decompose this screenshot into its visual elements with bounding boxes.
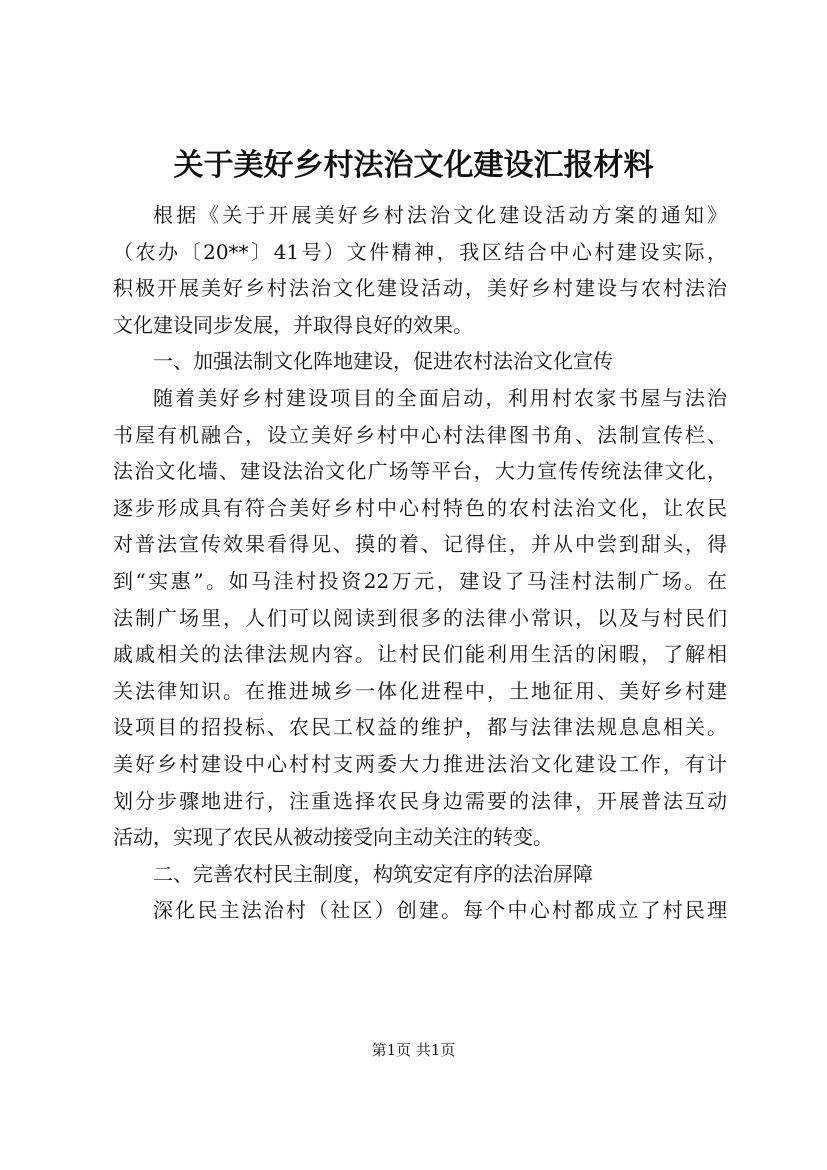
text-line: 法治文化墙、建设法治文化广场等平台，大力宣传传统法律文化，	[113, 459, 727, 484]
page-footer: 第1页 共1页	[371, 1041, 456, 1059]
text-line: 对普法宣传效果看得见、摸的着、记得住，并从中尝到甜头，得	[113, 532, 727, 557]
text-line: 根据《关于开展美好乡村法治文化建设活动方案的通知》	[153, 203, 727, 227]
text-line: 法制广场里，人们可以阅读到很多的法律小常识，以及与村民们	[113, 605, 727, 630]
text-line: 书屋有机融合，设立美好乡村中心村法律图书角、法制宣传栏、	[113, 422, 727, 447]
text-line: 二、完善农村民主制度，构筑安定有序的法治屏障	[153, 861, 593, 886]
text-line: 美好乡村建设中心村村支两委大力推进法治文化建设工作，有计	[113, 751, 727, 776]
text-line: 划分步骤地进行，注重选择农民身边需要的法律，开展普法互动	[113, 788, 727, 813]
text-line: 关法律知识。在推进城乡一体化进程中，土地征用、美好乡村建	[113, 678, 727, 703]
text-line: 一、加强法制文化阵地建设，促进农村法治文化宣传	[153, 349, 613, 374]
document-title: 关于美好乡村法治文化建设汇报材料	[173, 148, 654, 183]
text-line: 戚戚相关的法律法规内容。让村民们能利用生活的闲暇，了解相	[113, 642, 727, 667]
text-line: 逐步形成具有符合美好乡村中心村特色的农村法治文化，让农民	[113, 495, 727, 520]
document-body	[113, 197, 727, 929]
text-line: 积极开展美好乡村法治文化建设活动，美好乡村建设与农村法治	[113, 276, 727, 301]
text-line: 文化建设同步发展，并取得良好的效果。	[113, 312, 473, 337]
text-line: 设项目的招投标、农民工权益的维护，都与法律法规息息相关。	[113, 715, 727, 740]
text-line: 活动，实现了农民从被动接受向主动关注的转变。	[113, 825, 553, 850]
text-line: 深化民主法治村（社区）创建。每个中心村都成立了村民理	[153, 898, 727, 923]
text-line: 随着美好乡村建设项目的全面启动，利用村农家书屋与法治	[153, 385, 727, 410]
text-line: （农办〔20**〕41号）文件精神，我区结合中心村建设实际，	[113, 239, 727, 264]
text-line: 到“实惠”。如马洼村投资22万元，建设了马洼村法制广场。在	[113, 568, 727, 593]
